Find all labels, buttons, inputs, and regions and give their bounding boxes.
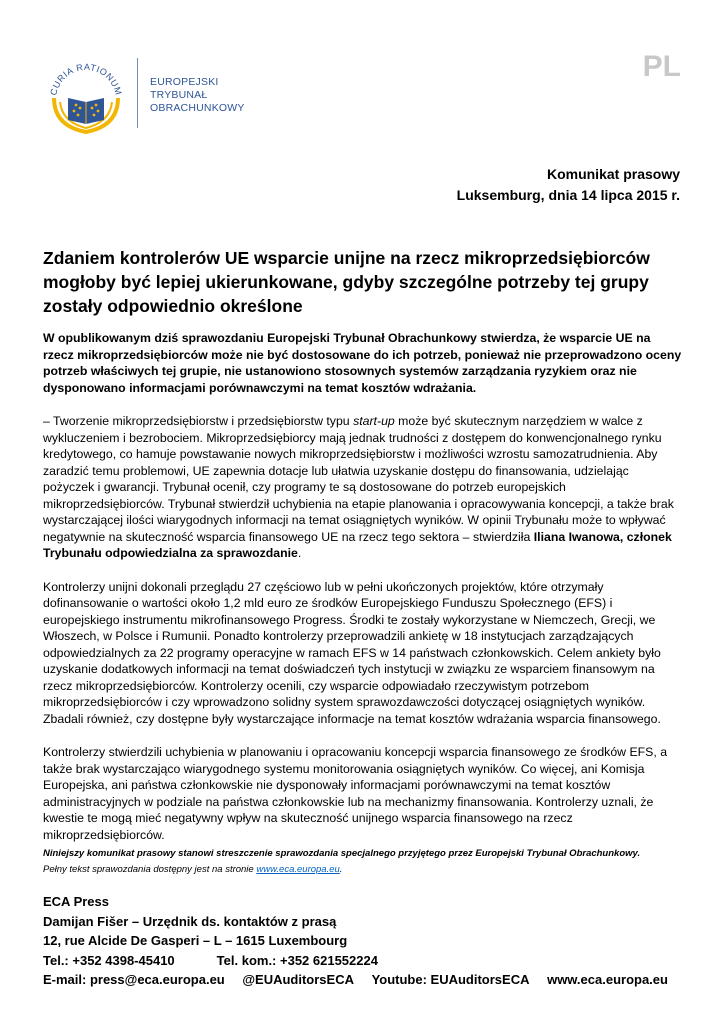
contact-person: Damijan Fišer – Urzędnik ds. kontaktów z prasą <box>43 913 337 929</box>
org-name-line: OBRACHUNKOWY <box>150 102 245 114</box>
youtube-channel[interactable]: Youtube: EUAuditorsECA <box>371 972 530 987</box>
eca-logo <box>40 48 132 140</box>
org-name-line: EUROPEJSKI <box>150 76 219 88</box>
paragraph-1-text: – Tworzenie mikroprzedsiębiorstw i przedsiębiorstw typu <box>43 414 354 428</box>
paragraph-3: Kontrolerzy stwierdzili uchybienia w planowaniu i opracowaniu koncepcji wsparcia finansowego ze środków EFS, a także brak wystarczająco wiarygodnego systemu monitorowania osiągniętych wyników. Co więcej, ani Komisja Europejska, ani państwa członkowskie nie dysponowały informacjami porównawczymi na temat kosztów administracyjnych w podziale na państwa członkowskie lub na mechanizmy finansowania. Kontrolerzy uznali, że kwestie te mogą mieć negatywny wpływ na skuteczność unijnego wsparcia finansowego na rzecz mikroprzedsiębiorców. <box>43 745 668 842</box>
logo-divider <box>137 58 138 128</box>
paragraph-1-end: . <box>297 546 302 560</box>
twitter-handle[interactable]: @EUAuditorsECA <box>242 972 354 987</box>
contact-address: 12, rue Alcide De Gasperi – L – 1615 Luxembourg <box>43 933 348 948</box>
paragraph-2: Kontrolerzy unijni dokonali przeglądu 27 częściowo lub w pełni ukończonych projektów, które otrzymały dofinansowanie o wartości około 1,2 mld euro ze środków Europejskiego Funduszu Społecznego (EFS) i europejskiego instrumentu mikrofinansowego Progress. Środki te zostały wykorzystane w Niemczech, Grecji, we Włoszech, w Polsce i Rumunii. Ponadto kontrolerzy przeprowadzili ankietę w 18 instytucjach zarządzających odpowiedzialnych za 22 programy operacyjne w ramach EFS w 14 państwach członkowskich. Celem ankiety było uzyskanie dodatkowych informacji na temat doświadczeń tych instytucji w związku ze wsparciem finansowym na rzecz mikroprzedsiębiorców. Kontrolerzy ocenili, czy wsparcie odpowiadało rzeczywistym potrzebom mikroprzedsiębiorców i czy wprowadzono solidny system sprawozdawczości dotyczącej osiągniętych wyników. Zbadali również, czy dostępne były wystarczające informacje na temat kosztów wdrażania wsparcia finansowego. <box>43 579 661 726</box>
place-date: Luksemburg, dnia 14 lipca 2015 r. <box>456 187 680 203</box>
press-release-type: Komunikat prasowy <box>546 166 680 182</box>
rapporteur-name: Iliana Iwanowa, członek Trybunału odpowiedzialna za sprawozdanie <box>43 529 672 560</box>
paragraph-1 <box>43 413 683 562</box>
full-text-prefix: Pełny tekst sprawozdania dostępny jest na stronie <box>43 864 257 875</box>
svg-text:CURIA RATIONUM <box>48 62 123 96</box>
phone-row <box>43 951 683 971</box>
headline: Zdaniem kontrolerów UE wsparcie unijne na rzecz mikroprzedsiębiorców mogłoby być lepiej ukierunkowane, gdyby szczególne potrzeby tej grupy zostały odpowiednio określone <box>43 248 650 316</box>
mobile-phone: Tel. kom.: +352 621552224 <box>216 952 378 968</box>
press-info <box>457 164 680 206</box>
online-contacts-row <box>43 970 668 990</box>
organization-name <box>150 76 245 115</box>
full-text-suffix: . <box>339 864 343 875</box>
full-text-link[interactable]: www.eca.europa.eu <box>256 864 340 875</box>
paragraph-1-text: może być skutecznym narzędziem w walce z wykluczeniem i bezrobociem. Mikroprzedsiębiorcy mają jednak trudności z dostępem do konwencjonalnego rynku kredytowego, co hamuje powstawanie nowych mikroprzedsiębiorstw i możliwości wzrostu samozatrudnienia. Aby zaradzić temu problemowi, UE zapewnia dotacje lub ułatwia uzyskanie dostępu do finansowania, udzielając pożyczek i gwarancji. Trybunał ocenił, czy programy te są dostosowane do potrzeb europejskich mikroprzedsiębiorców. Trybunał stwierdził uchybienia na etapie planowania i opracowywania koncepcji, a także brak wystarczającej ilości wiarygodnych informacji na temat osiągniętych wyników. W opinii Trybunału może to wpływać negatywnie na skuteczność wsparcia finansowego UE na rzecz tego sektora – stwierdziła <box>43 414 674 544</box>
website-link[interactable]: www.eca.europa.eu <box>547 972 668 987</box>
lead-paragraph: W opublikowanym dziś sprawozdaniu Europejski Trybunał Obrachunkowy stwierdza, że wsparcie UE na rzecz mikroprzedsiębiorców może nie być dostosowane do ich potrzeb, ponieważ nie przeprowadzono oceny potrzeb właściwych tej grupie, nie ustanowiono stosownych systemów zarządzania ryzykiem oraz nie dysponowano informacjami porównawczymi na temat kosztów wdrażania. <box>43 331 682 395</box>
summary-note: Niniejszy komunikat prasowy stanowi streszczenie sprawozdania specjalnego przyjętego przez Europejski Trybunał Obrachunkowy. <box>43 848 641 859</box>
org-name-line: TRYBUNAŁ <box>150 89 208 101</box>
notes <box>43 846 683 878</box>
press-office: ECA Press <box>43 894 109 909</box>
full-text-note <box>43 862 683 878</box>
paragraph-1-italic: start-up <box>353 414 395 428</box>
article-body <box>43 330 683 860</box>
language-code: PL <box>642 50 681 83</box>
logo-motto: CURIA RATIONUM <box>48 61 124 97</box>
contact-block <box>43 892 683 990</box>
eca-emblem-icon <box>40 48 132 140</box>
email[interactable]: E-mail: press@eca.europa.eu <box>43 972 225 987</box>
phone: Tel.: +352 4398-45410 <box>43 952 175 968</box>
